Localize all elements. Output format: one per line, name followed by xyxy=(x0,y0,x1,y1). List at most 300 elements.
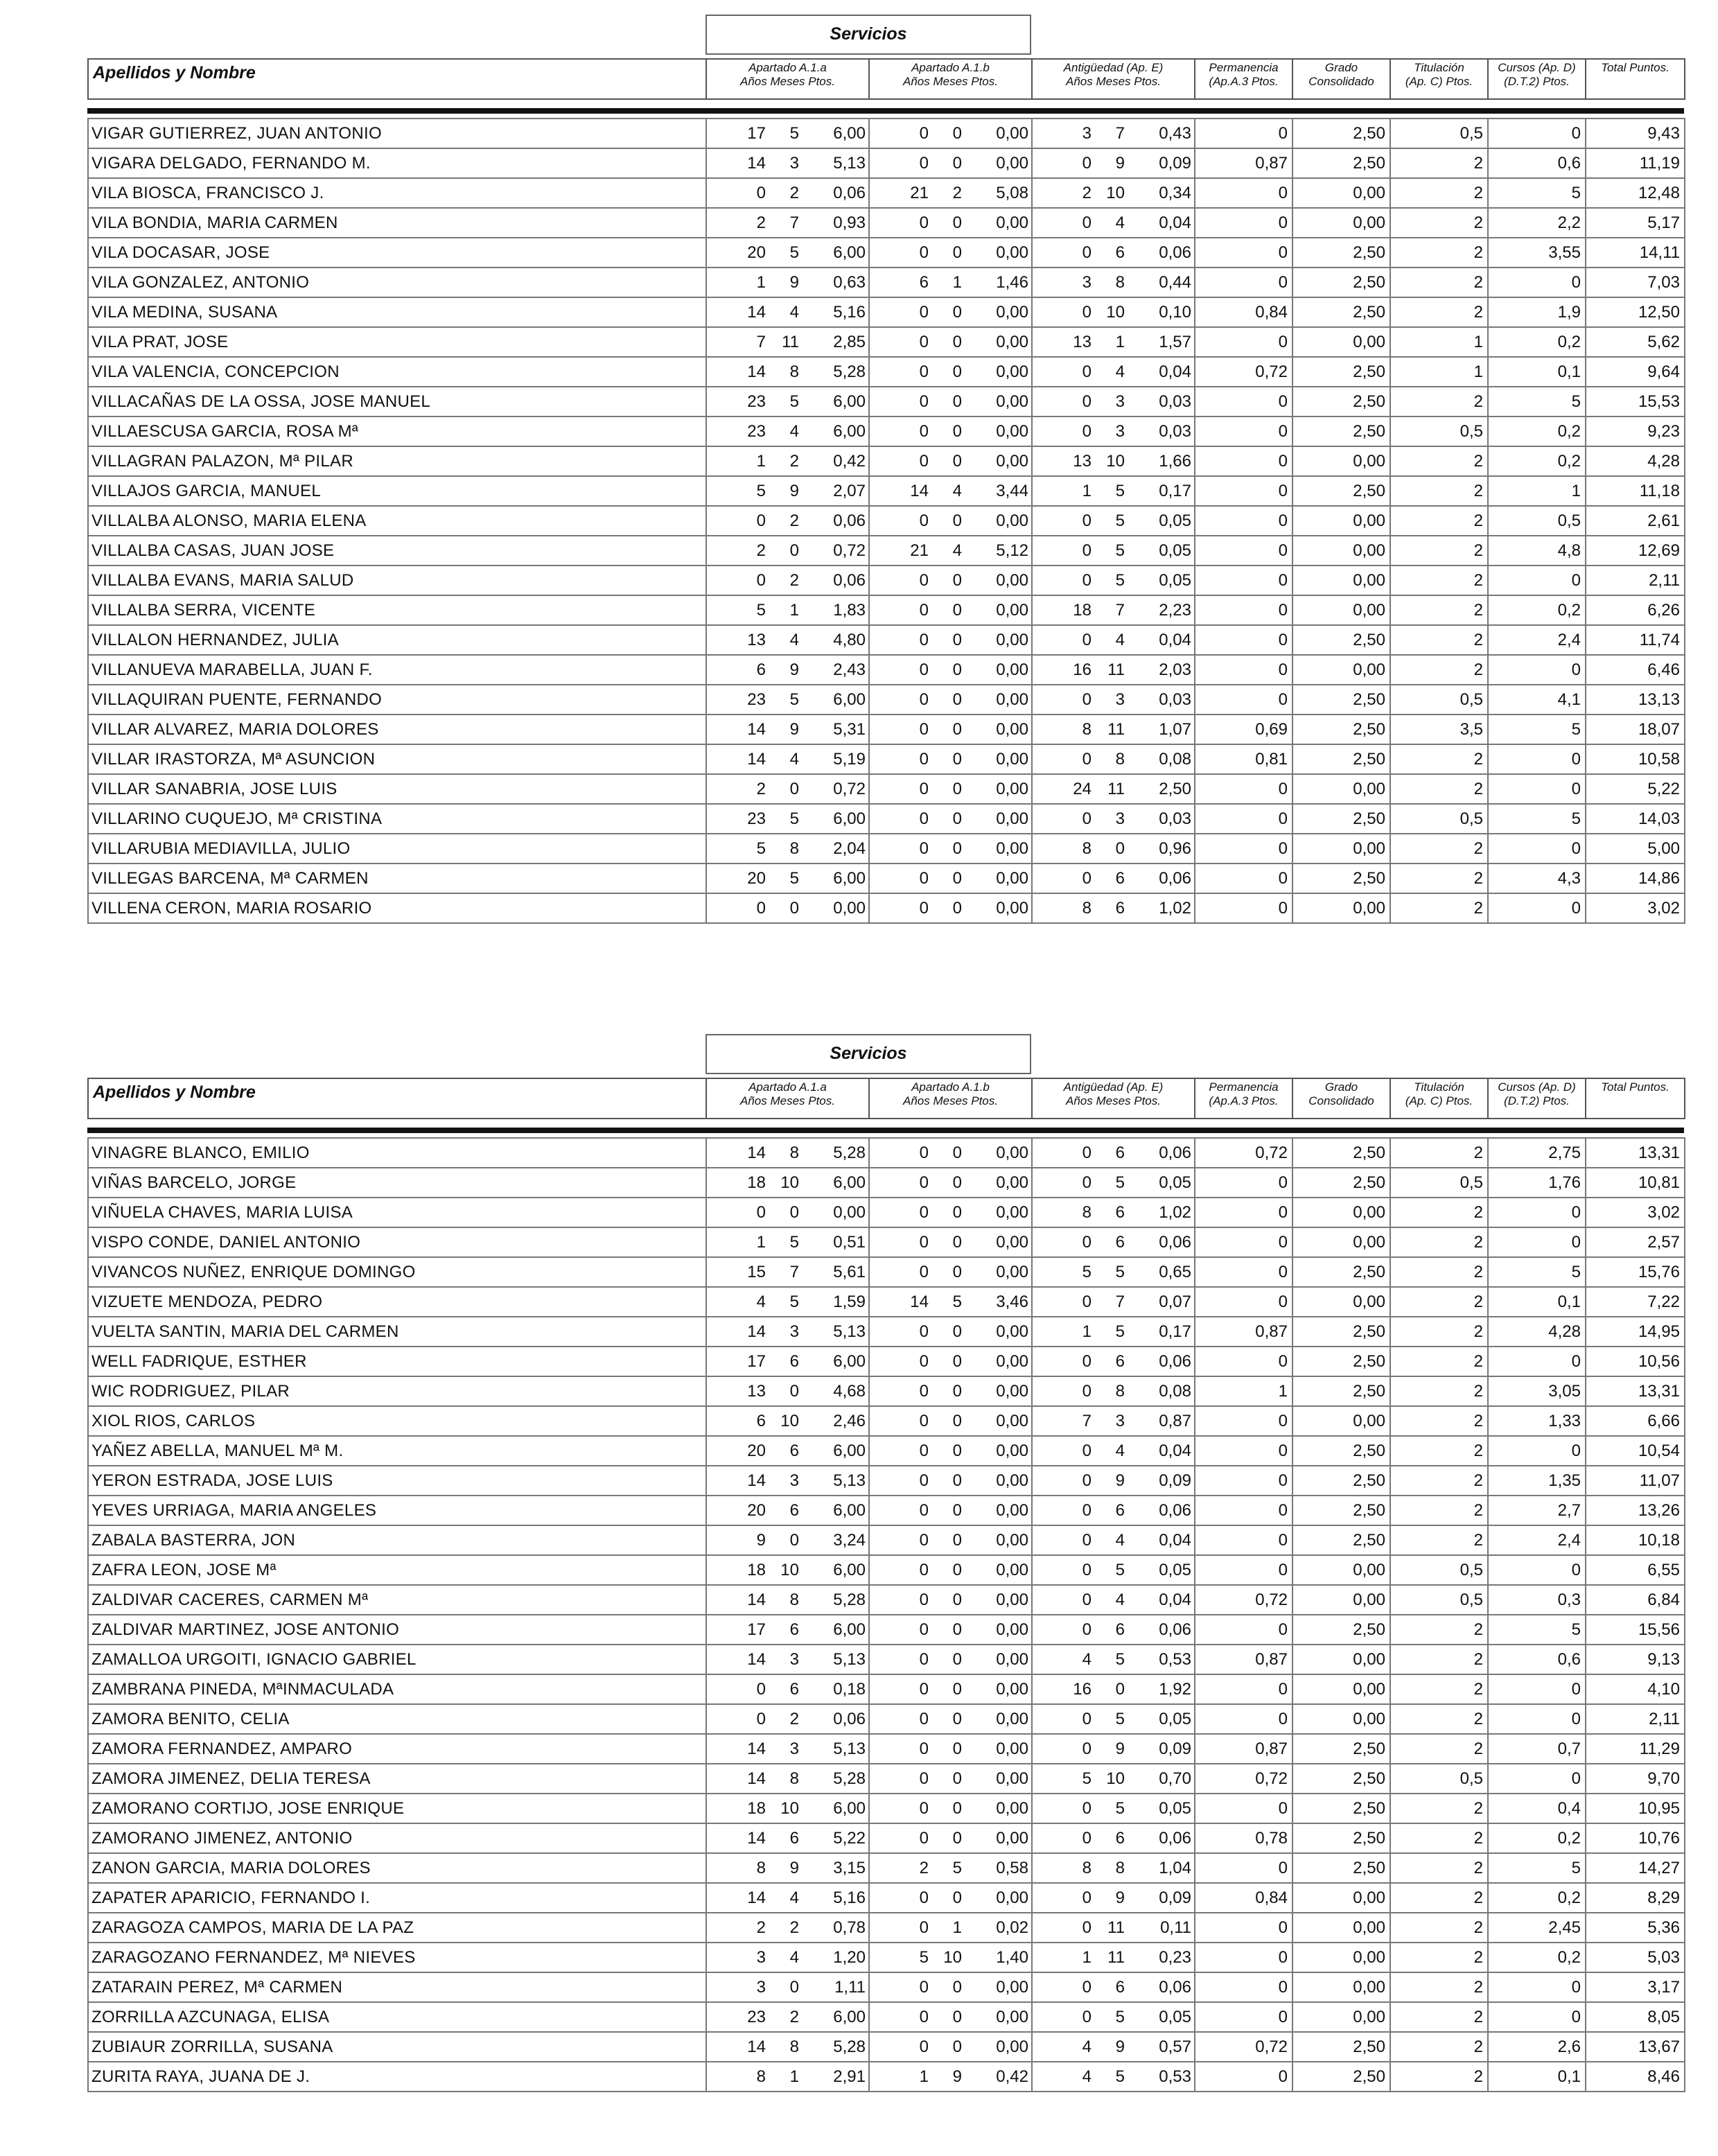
cell-a1b xyxy=(869,1585,1032,1615)
cell-a1b-group xyxy=(873,1412,1028,1431)
cell-ant xyxy=(1032,1853,1195,1883)
column-header-grado: Grado Consolidado xyxy=(1292,59,1390,99)
cell-ant-group xyxy=(1035,1531,1191,1550)
cell-ant-months: 6 xyxy=(1115,1977,1125,1997)
cell-cursos: 0 xyxy=(1488,834,1586,864)
cell-a1a xyxy=(706,1376,869,1406)
cell-a1b xyxy=(869,506,1032,536)
cell-a1b-points: 0,00 xyxy=(996,1351,1028,1371)
cell-total: 10,81 xyxy=(1586,1168,1685,1198)
cell-ant-points: 2,23 xyxy=(1159,600,1191,620)
cell-ant-years: 0 xyxy=(1082,1292,1092,1311)
cell-a1a-months: 10 xyxy=(780,1173,799,1192)
cell-titulacion: 2 xyxy=(1390,506,1488,536)
cell-a1b-points: 0,00 xyxy=(996,1232,1028,1252)
table-row xyxy=(88,2032,1685,2062)
cell-a1b-group xyxy=(873,839,1028,859)
cell-a1b-points: 0,00 xyxy=(996,302,1028,322)
cell-total: 12,50 xyxy=(1586,297,1685,327)
cell-a1a xyxy=(706,1436,869,1466)
cell-a1b xyxy=(869,1287,1032,1317)
table-row xyxy=(88,476,1685,506)
cell-a1a-points: 0,51 xyxy=(833,1232,866,1252)
cell-ant-points: 0,05 xyxy=(1159,1709,1191,1728)
cell-grado: 2,50 xyxy=(1292,476,1390,506)
cell-a1a xyxy=(706,2062,869,2092)
cell-a1a-points: 5,28 xyxy=(833,1143,866,1162)
cell-a1b xyxy=(869,1883,1032,1913)
cell-name: VILLACAÑAS DE LA OSSA, JOSE MANUEL xyxy=(88,387,706,417)
cell-total: 3,02 xyxy=(1586,893,1685,923)
cell-a1a-months: 6 xyxy=(789,1500,799,1520)
cell-cursos: 1,35 xyxy=(1488,1466,1586,1496)
cell-a1b-years: 0 xyxy=(919,1709,929,1728)
cell-a1a-group xyxy=(710,1322,866,1342)
cell-a1b-points: 0,00 xyxy=(996,392,1028,411)
cell-a1b-points: 0,00 xyxy=(996,898,1028,918)
cell-a1a-months: 0 xyxy=(789,1977,799,1997)
cell-a1a xyxy=(706,1615,869,1645)
cell-ant-years: 3 xyxy=(1082,272,1092,292)
cell-a1b-years: 0 xyxy=(919,2007,929,2026)
cell-a1b-points: 3,46 xyxy=(996,1292,1028,1311)
cell-a1b-months: 0 xyxy=(952,1262,962,1281)
cell-a1b-points: 0,00 xyxy=(996,1381,1028,1401)
cell-a1a-points: 2,85 xyxy=(833,332,866,351)
cell-total: 4,28 xyxy=(1586,446,1685,476)
cell-a1b xyxy=(869,1466,1032,1496)
cell-name: VILA PRAT, JOSE xyxy=(88,327,706,357)
cell-cursos: 5 xyxy=(1488,1853,1586,1883)
cell-a1b-years: 2 xyxy=(919,1858,929,1877)
cell-total: 13,31 xyxy=(1586,1376,1685,1406)
cell-a1a-years: 23 xyxy=(747,809,766,828)
cell-cursos: 0 xyxy=(1488,2002,1586,2032)
cell-a1b-group xyxy=(873,511,1028,531)
cell-total: 5,17 xyxy=(1586,208,1685,238)
cell-a1a xyxy=(706,1317,869,1347)
cell-a1a-years: 6 xyxy=(756,660,766,679)
column-header-permanencia: Permanencia (Ap.A.3 Ptos. xyxy=(1195,59,1292,99)
cell-a1b-months: 0 xyxy=(952,511,962,530)
cell-grado: 2,50 xyxy=(1292,238,1390,268)
cell-a1b-group xyxy=(873,541,1028,561)
cell-a1b-years: 0 xyxy=(919,123,929,143)
table-row xyxy=(88,1764,1685,1794)
cell-a1a xyxy=(706,1883,869,1913)
cell-a1b-months: 0 xyxy=(952,1441,962,1460)
cell-a1a-group xyxy=(710,1501,866,1520)
cell-a1b-group xyxy=(873,869,1028,888)
cell-permanencia: 0 xyxy=(1195,417,1292,446)
cell-a1a-months: 0 xyxy=(789,1381,799,1401)
cell-a1a-years: 18 xyxy=(747,1798,766,1818)
cell-ant-points: 0,06 xyxy=(1159,868,1191,888)
cell-ant xyxy=(1032,744,1195,774)
cell-a1a-points: 1,20 xyxy=(833,1947,866,1967)
cell-name: VINAGRE BLANCO, EMILIO xyxy=(88,1138,706,1168)
cell-cursos: 3,05 xyxy=(1488,1376,1586,1406)
cell-a1b-months: 0 xyxy=(952,123,962,143)
cell-a1a xyxy=(706,864,869,893)
cell-a1a xyxy=(706,834,869,864)
cell-ant-group xyxy=(1035,1441,1191,1461)
cell-a1a-years: 14 xyxy=(747,1590,766,1609)
cell-a1b-months: 0 xyxy=(952,660,962,679)
cell-a1a-points: 1,11 xyxy=(834,1977,866,1997)
cell-ant-points: 0,09 xyxy=(1159,153,1191,173)
cell-a1b xyxy=(869,2062,1032,2092)
cell-titulacion: 2 xyxy=(1390,2062,1488,2092)
cell-cursos: 1,33 xyxy=(1488,1406,1586,1436)
cell-a1a-points: 0,93 xyxy=(833,213,866,232)
cell-ant xyxy=(1032,2062,1195,2092)
cell-a1b-group xyxy=(873,1203,1028,1222)
cell-a1a xyxy=(706,208,869,238)
cell-ant-years: 0 xyxy=(1082,630,1092,649)
cell-a1b-months: 9 xyxy=(952,2067,962,2086)
cell-ant-years: 3 xyxy=(1082,123,1092,143)
cell-a1b-group xyxy=(873,1143,1028,1163)
cell-ant-years: 1 xyxy=(1082,1322,1092,1341)
cell-a1a xyxy=(706,417,869,446)
cell-ant-points: 0,09 xyxy=(1159,1471,1191,1490)
cell-ant-points: 0,87 xyxy=(1159,1411,1191,1430)
cell-a1a xyxy=(706,685,869,715)
cell-a1a-group xyxy=(710,1680,866,1699)
cell-total: 5,03 xyxy=(1586,1943,1685,1972)
cell-a1b xyxy=(869,625,1032,655)
cell-cursos: 2,7 xyxy=(1488,1496,1586,1525)
cell-a1a-group xyxy=(710,899,866,918)
cell-cursos: 5 xyxy=(1488,178,1586,208)
cell-a1b-points: 0,42 xyxy=(996,2067,1028,2086)
cell-a1a-group xyxy=(710,631,866,650)
cell-ant xyxy=(1032,1913,1195,1943)
cell-a1a-months: 4 xyxy=(789,749,799,769)
cell-permanencia: 0 xyxy=(1195,327,1292,357)
cell-permanencia: 0 xyxy=(1195,2062,1292,2092)
cell-a1b-points: 0,00 xyxy=(996,1173,1028,1192)
cell-name: ZAMORANO CORTIJO, JOSE ENRIQUE xyxy=(88,1794,706,1823)
cell-permanencia: 0 xyxy=(1195,1913,1292,1943)
cell-titulacion: 2 xyxy=(1390,268,1488,297)
cell-a1b-years: 0 xyxy=(919,1560,929,1579)
cell-a1a-group xyxy=(710,392,866,412)
cell-a1a-group xyxy=(710,1948,866,1967)
cell-a1a-group xyxy=(710,2067,866,2087)
cell-ant-years: 16 xyxy=(1073,660,1092,679)
cell-a1a-years: 14 xyxy=(747,302,766,322)
cell-permanencia: 0 xyxy=(1195,1853,1292,1883)
cell-ant-group xyxy=(1035,1203,1191,1222)
cell-ant-months: 11 xyxy=(1107,1947,1125,1967)
cell-titulacion: 2 xyxy=(1390,476,1488,506)
cell-a1b xyxy=(869,1704,1032,1734)
cell-a1b-years: 0 xyxy=(919,1500,929,1520)
cell-ant-years: 0 xyxy=(1082,1173,1092,1192)
column-header-titulacion: Titulación (Ap. C) Ptos. xyxy=(1390,1078,1488,1119)
cell-a1a xyxy=(706,1198,869,1227)
cell-ant xyxy=(1032,148,1195,178)
cell-a1a-points: 0,00 xyxy=(833,898,866,918)
cell-a1b-months: 5 xyxy=(952,1858,962,1877)
cell-a1a-months: 8 xyxy=(789,1769,799,1788)
cell-grado: 2,50 xyxy=(1292,417,1390,446)
cell-a1b xyxy=(869,1436,1032,1466)
cell-grado: 2,50 xyxy=(1292,268,1390,297)
cell-a1a-points: 5,61 xyxy=(833,1262,866,1281)
table-row xyxy=(88,1883,1685,1913)
cell-grado: 0,00 xyxy=(1292,1555,1390,1585)
cell-ant-years: 0 xyxy=(1082,1798,1092,1818)
cell-titulacion: 2 xyxy=(1390,1704,1488,1734)
cell-a1b-years: 0 xyxy=(919,1173,929,1192)
cell-a1b-points: 0,00 xyxy=(996,660,1028,679)
cell-a1b xyxy=(869,1525,1032,1555)
cell-name: VILLAESCUSA GARCIA, ROSA Mª xyxy=(88,417,706,446)
cell-name: VILLEGAS BARCENA, Mª CARMEN xyxy=(88,864,706,893)
cell-a1a-group xyxy=(710,1799,866,1818)
cell-ant-points: 0,05 xyxy=(1159,541,1191,560)
table-row xyxy=(88,1496,1685,1525)
cell-a1b-group xyxy=(873,1978,1028,1997)
cell-ant-group xyxy=(1035,1948,1191,1967)
cell-a1b-months: 0 xyxy=(952,1739,962,1758)
cell-permanencia: 0 xyxy=(1195,1466,1292,1496)
cell-a1a-months: 0 xyxy=(789,898,799,918)
cell-ant-years: 5 xyxy=(1082,1262,1092,1281)
cell-cursos: 0,1 xyxy=(1488,357,1586,387)
cell-cursos: 0,2 xyxy=(1488,1943,1586,1972)
cell-ant-months: 4 xyxy=(1115,362,1125,381)
cell-a1a-months: 9 xyxy=(789,660,799,679)
cell-name: VILLAGRAN PALAZON, Mª PILAR xyxy=(88,446,706,476)
cell-ant-group xyxy=(1035,1710,1191,1729)
cell-a1a-years: 23 xyxy=(747,690,766,709)
cell-a1b-years: 0 xyxy=(919,1918,929,1937)
cell-a1a-group xyxy=(710,1620,866,1640)
cell-permanencia: 0 xyxy=(1195,268,1292,297)
cell-a1b-years: 0 xyxy=(919,1828,929,1848)
cell-a1a-years: 14 xyxy=(747,1143,766,1162)
cell-a1b-points: 0,02 xyxy=(996,1918,1028,1937)
cell-a1b-years: 0 xyxy=(919,1232,929,1252)
cell-total: 18,07 xyxy=(1586,715,1685,744)
cell-a1a xyxy=(706,506,869,536)
cell-a1a-months: 4 xyxy=(789,302,799,322)
cell-a1b-months: 0 xyxy=(952,302,962,322)
cell-ant-years: 0 xyxy=(1082,392,1092,411)
cell-a1a-years: 14 xyxy=(747,1471,766,1490)
cell-total: 2,11 xyxy=(1586,566,1685,595)
cell-total: 11,74 xyxy=(1586,625,1685,655)
cell-grado: 2,50 xyxy=(1292,1496,1390,1525)
cell-titulacion: 2 xyxy=(1390,2002,1488,2032)
cell-a1a-points: 5,28 xyxy=(833,1769,866,1788)
cell-ant-group xyxy=(1035,362,1191,382)
cell-a1b-months: 0 xyxy=(952,392,962,411)
cell-a1a-years: 14 xyxy=(747,749,766,769)
cell-a1a-years: 0 xyxy=(756,1202,766,1222)
cell-a1b xyxy=(869,1615,1032,1645)
cell-a1b-points: 0,00 xyxy=(996,749,1028,769)
cell-ant-group xyxy=(1035,750,1191,769)
cell-ant-group xyxy=(1035,1620,1191,1640)
cell-name: ZABALA BASTERRA, JON xyxy=(88,1525,706,1555)
cell-a1a-points: 6,00 xyxy=(833,421,866,441)
cell-a1b-months: 0 xyxy=(952,1381,962,1401)
cell-a1a-points: 6,00 xyxy=(833,809,866,828)
cell-a1a-group xyxy=(710,720,866,739)
cell-a1b xyxy=(869,595,1032,625)
cell-titulacion: 2 xyxy=(1390,297,1488,327)
cell-a1b-years: 0 xyxy=(919,1322,929,1341)
cell-grado: 0,00 xyxy=(1292,1406,1390,1436)
cell-titulacion: 2 xyxy=(1390,148,1488,178)
cell-total: 10,56 xyxy=(1586,1347,1685,1376)
cell-a1a-points: 0,06 xyxy=(833,1709,866,1728)
cell-grado: 2,50 xyxy=(1292,1257,1390,1287)
cell-name: VIVANCOS NUÑEZ, ENRIQUE DOMINGO xyxy=(88,1257,706,1287)
cell-a1a-years: 5 xyxy=(756,839,766,858)
cell-permanencia: 0 xyxy=(1195,476,1292,506)
cell-grado: 0,00 xyxy=(1292,506,1390,536)
cell-ant xyxy=(1032,1883,1195,1913)
cell-a1a xyxy=(706,1168,869,1198)
cell-a1a-group xyxy=(710,2008,866,2027)
cell-a1b-group xyxy=(873,1292,1028,1312)
cell-ant-years: 0 xyxy=(1082,213,1092,232)
cell-a1b xyxy=(869,774,1032,804)
cell-a1b-months: 4 xyxy=(952,541,962,560)
cell-ant-months: 3 xyxy=(1115,1411,1125,1430)
cell-a1a xyxy=(706,297,869,327)
cell-a1b-points: 0,00 xyxy=(996,839,1028,858)
cell-a1b xyxy=(869,1198,1032,1227)
cell-a1a-points: 6,00 xyxy=(833,1620,866,1639)
cell-a1b-years: 14 xyxy=(910,481,929,500)
cell-ant-group xyxy=(1035,1412,1191,1431)
cell-titulacion: 2 xyxy=(1390,1853,1488,1883)
cell-a1a-points: 5,28 xyxy=(833,1590,866,1609)
cell-name: ZARAGOZANO FERNANDEZ, Mª NIEVES xyxy=(88,1943,706,1972)
cell-a1a-years: 9 xyxy=(756,1530,766,1550)
cell-a1b-months: 0 xyxy=(952,1590,962,1609)
cell-a1a-group xyxy=(710,660,866,680)
cell-name: ZAFRA LEON, JOSE Mª xyxy=(88,1555,706,1585)
table-header xyxy=(87,1078,1685,1119)
cell-a1a xyxy=(706,476,869,506)
cell-a1b xyxy=(869,1555,1032,1585)
cell-a1b-group xyxy=(873,1888,1028,1908)
cell-ant xyxy=(1032,1734,1195,1764)
cell-name: VILA MEDINA, SUSANA xyxy=(88,297,706,327)
cell-a1b-months: 0 xyxy=(952,1649,962,1669)
cell-titulacion: 2 xyxy=(1390,1198,1488,1227)
cell-a1a xyxy=(706,655,869,685)
cell-a1a-group xyxy=(710,541,866,561)
cell-ant-group xyxy=(1035,333,1191,352)
cell-a1a-months: 0 xyxy=(789,1202,799,1222)
cell-ant xyxy=(1032,804,1195,834)
cell-a1b xyxy=(869,804,1032,834)
cell-ant-group xyxy=(1035,452,1191,471)
cell-ant-years: 0 xyxy=(1082,868,1092,888)
cell-grado: 0,00 xyxy=(1292,208,1390,238)
cell-a1a-years: 0 xyxy=(756,570,766,590)
cell-permanencia: 0,81 xyxy=(1195,744,1292,774)
cell-a1a xyxy=(706,1257,869,1287)
cell-a1b-group xyxy=(873,1352,1028,1371)
cell-cursos: 5 xyxy=(1488,715,1586,744)
cell-ant-years: 0 xyxy=(1082,1977,1092,1997)
cell-a1a-points: 3,15 xyxy=(833,1858,866,1877)
cell-a1b-group xyxy=(873,1233,1028,1252)
cell-a1a-years: 1 xyxy=(756,1232,766,1252)
cell-name: WIC RODRIGUEZ, PILAR xyxy=(88,1376,706,1406)
cell-a1a-years: 14 xyxy=(747,719,766,739)
cell-ant-points: 0,04 xyxy=(1159,1441,1191,1460)
cell-cursos: 1 xyxy=(1488,476,1586,506)
cell-total: 11,19 xyxy=(1586,148,1685,178)
cell-a1b-points: 0,00 xyxy=(996,1769,1028,1788)
cell-a1b xyxy=(869,446,1032,476)
table-row xyxy=(88,1466,1685,1496)
cell-a1b-years: 0 xyxy=(919,1739,929,1758)
cell-permanencia: 0,87 xyxy=(1195,1734,1292,1764)
cell-ant xyxy=(1032,1823,1195,1853)
cell-cursos: 5 xyxy=(1488,1615,1586,1645)
cell-permanencia: 0 xyxy=(1195,774,1292,804)
cell-ant-months: 9 xyxy=(1115,2037,1125,2056)
cell-titulacion: 2 xyxy=(1390,1406,1488,1436)
cell-ant-points: 0,04 xyxy=(1159,1530,1191,1550)
table-row xyxy=(88,1198,1685,1227)
cell-total: 3,17 xyxy=(1586,1972,1685,2002)
cell-a1b-years: 0 xyxy=(919,600,929,620)
cell-cursos: 2,4 xyxy=(1488,1525,1586,1555)
cell-a1b-months: 0 xyxy=(952,868,962,888)
cell-permanencia: 0 xyxy=(1195,1257,1292,1287)
cell-grado: 0,00 xyxy=(1292,566,1390,595)
cell-a1a-group xyxy=(710,1769,866,1789)
cell-ant-months: 5 xyxy=(1115,2007,1125,2026)
cell-ant-years: 4 xyxy=(1082,2067,1092,2086)
cell-titulacion: 2 xyxy=(1390,625,1488,655)
cell-a1b-points: 0,00 xyxy=(996,809,1028,828)
cell-permanencia: 0 xyxy=(1195,238,1292,268)
cell-permanencia: 0 xyxy=(1195,566,1292,595)
cell-ant-points: 0,04 xyxy=(1159,1590,1191,1609)
cell-a1b-months: 0 xyxy=(952,749,962,769)
cell-a1b-points: 0,00 xyxy=(996,600,1028,620)
cell-a1b-group xyxy=(873,660,1028,680)
cell-a1a-years: 14 xyxy=(747,153,766,173)
cell-ant-points: 0,65 xyxy=(1159,1262,1191,1281)
cell-a1a-years: 8 xyxy=(756,1858,766,1877)
cell-titulacion: 2 xyxy=(1390,1525,1488,1555)
cell-ant-group xyxy=(1035,690,1191,710)
cell-total: 10,95 xyxy=(1586,1794,1685,1823)
cell-ant-group xyxy=(1035,124,1191,143)
cell-total: 14,11 xyxy=(1586,238,1685,268)
cell-a1b-months: 10 xyxy=(943,1947,962,1967)
cell-a1a-months: 7 xyxy=(789,213,799,232)
cell-a1b-months: 0 xyxy=(952,1322,962,1341)
cell-a1a xyxy=(706,595,869,625)
cell-permanencia: 0 xyxy=(1195,1198,1292,1227)
